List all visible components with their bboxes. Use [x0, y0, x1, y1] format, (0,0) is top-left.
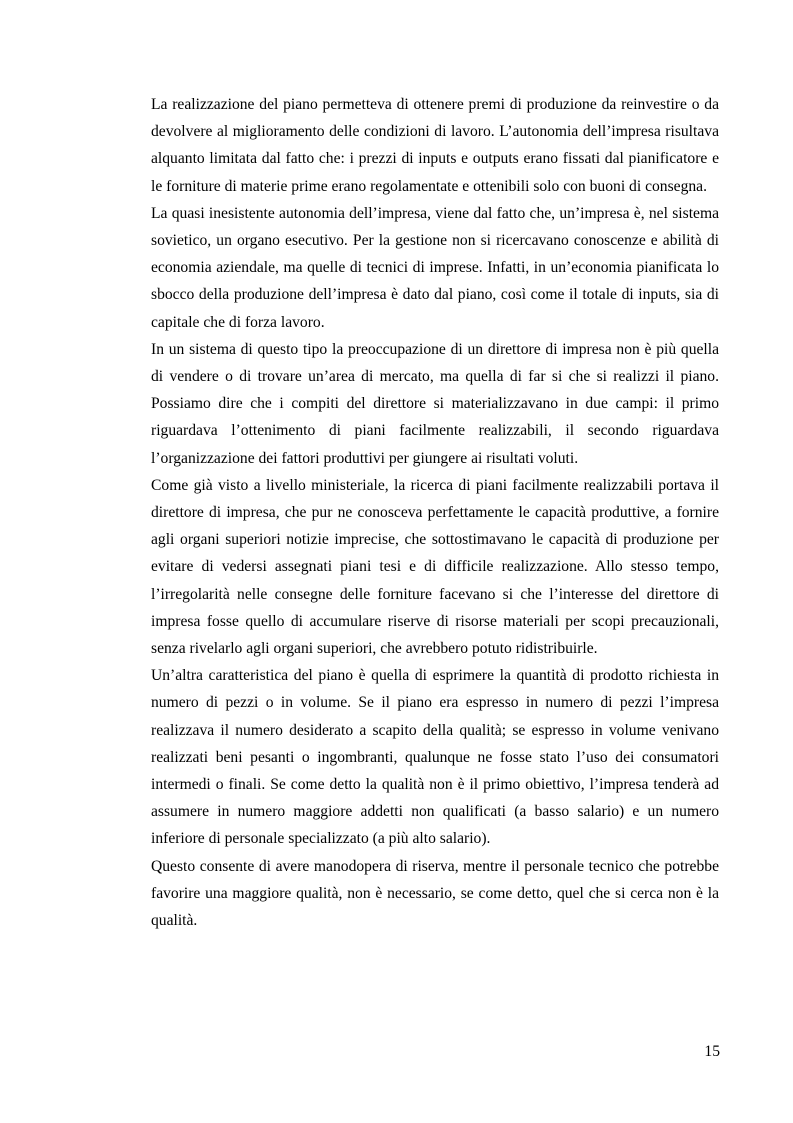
paragraph: Questo consente di avere manodopera di riserva, mentre il personale tecnico che potrebbe favorire una maggiore qualità, non è necessario, se come detto, quel che si cerca non è la qualità. — [151, 857, 719, 930]
paragraph: La quasi inesistente autonomia dell’impresa, viene dal fatto che, un’impresa è, nel sistema sovietico, un organo esecutivo. Per la gestione non si ricercavano conoscenze e abilità di economia aziendale, ma quelle di tecnici di imprese. Infatti, in un’economia pianificata lo sbocco della produzione dell’impresa è dato dal piano, così come il totale di inputs, sia di capitale che di forza lavoro. — [151, 204, 719, 331]
paragraph: Un’altra caratteristica del piano è quella di esprimere la quantità di prodotto richiesta in numero di pezzi o in volume. Se il piano era espresso in numero di pezzi l’impresa realizzava il numero desiderato a scapito della qualità; se espresso in volume venivano realizzati beni pesanti o ingombranti, qualunque ne fosse stato l’uso dei consumatori intermedi o finali. Se come detto la qualità non è il primo obiettivo, l’impresa tenderà ad assumere in numero maggiore addetti non qualificati (a basso salario) e un numero inferiore di personale specializzato (a più alto salario). — [151, 667, 719, 848]
paragraph: Come già visto a livello ministeriale, la ricerca di piani facilmente realizzabili portava il direttore di impresa, che pur ne conosceva perfettamente le capacità produttive, a fornire agli organi superiori notizie imprecise, che sottostimavano le capacità di produzione per evitare di vedersi assegnati piani tesi e di difficile realizzazione. Allo stesso tempo, l’irregolarità nelle consegne delle forniture facevano si che l’interesse del direttore di impresa fosse quello di accumulare riserve di risorse materiali per scopi precauzionali, senza rivelarlo agli organi superiori, che avrebbero potuto ridistribuirle. — [151, 476, 719, 658]
paragraph: In un sistema di questo tipo la preoccupazione di un direttore di impresa non è più quella di vendere o di trovare un’area di mercato, ma quella di far si che si realizzi il piano. Possiamo dire che i compiti del direttore si materializzavano in due campi: il primo riguardava l’ottenimento di piani facilmente realizzabili, il secondo riguardava l’organizzazione dei fattori produttivi per giungere ai risultati voluti. — [151, 340, 719, 467]
paragraph: La realizzazione del piano permetteva di ottenere premi di produzione da reinvestire o da devolvere al miglioramento delle condizioni di lavoro. L’autonomia dell’impresa risultava alquanto limitata dal fatto che: i prezzi di inputs e outputs erano fissati dal pianificatore e le forniture di materie prime erano regolamentate e ottenibili solo con buoni di consegna. — [151, 96, 719, 195]
page-number: 15 — [704, 1043, 720, 1060]
body-text — [151, 91, 719, 934]
